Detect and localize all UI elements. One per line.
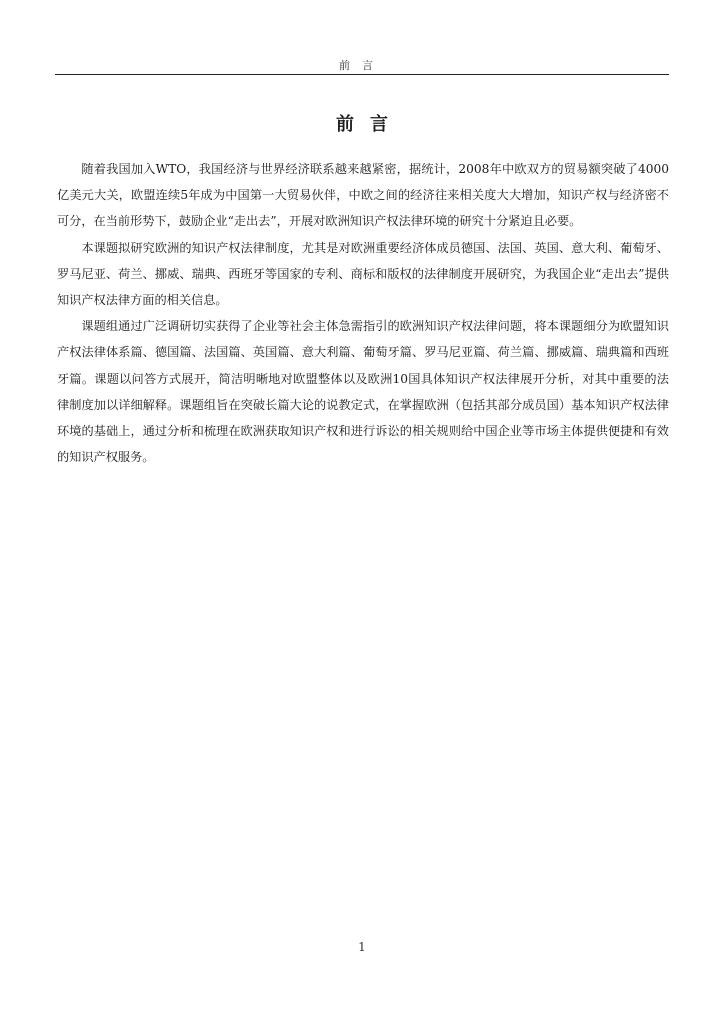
body-text bbox=[57, 156, 669, 470]
running-header: 前言 bbox=[339, 59, 385, 72]
header-rule bbox=[55, 74, 669, 75]
page-title: 前言 bbox=[336, 114, 404, 135]
page-number: 1 bbox=[358, 940, 366, 954]
paragraph-2: 本课题拟研究欧洲的知识产权法律制度，尤其是对欧洲重要经济体成员德国、法国、英国、意大利、葡萄牙、罗马尼亚、荷兰、挪威、瑞典、西班牙等国家的专利、商标和版权的法律制度开展研究，为我国企业“走出去”提供知识产权法律方面的相关信息。 bbox=[57, 240, 669, 308]
paragraph-3: 课题组通过广泛调研切实获得了企业等社会主体急需指引的欧洲知识产权法律问题，将本课题细分为欧盟知识产权法律体系篇、德国篇、法国篇、英国篇、意大利篇、葡萄牙篇、罗马尼亚篇、荷兰篇、挪威篇、瑞典篇和西班牙篇。课题以问答方式展开，简洁明晰地对欧盟整体以及欧洲10国具体知识产权法律展开分析，对其中重要的法律制度加以详细解释。课题组旨在突破长篇大论的说教定式，在掌握欧洲（包括其部分成员国）基本知识产权法律环境的基础上，通过分析和梳理在欧洲获取知识产权和进行诉讼的相关规则给中国企业等市场主体提供便捷和有效的知识产权服务。 bbox=[57, 319, 669, 465]
paragraph-1: 随着我国加入WTO，我国经济与世界经济联系越来越紧密，据统计，2008年中欧双方的贸易额突破了4000亿美元大关，欧盟连续5年成为中国第一大贸易伙伴，中欧之间的经济往来相关度大大增加，知识产权与经济密不可分，在当前形势下，鼓励企业“走出去”，开展对欧洲知识产权法律环境的研究十分紧迫且必要。 bbox=[57, 162, 669, 229]
